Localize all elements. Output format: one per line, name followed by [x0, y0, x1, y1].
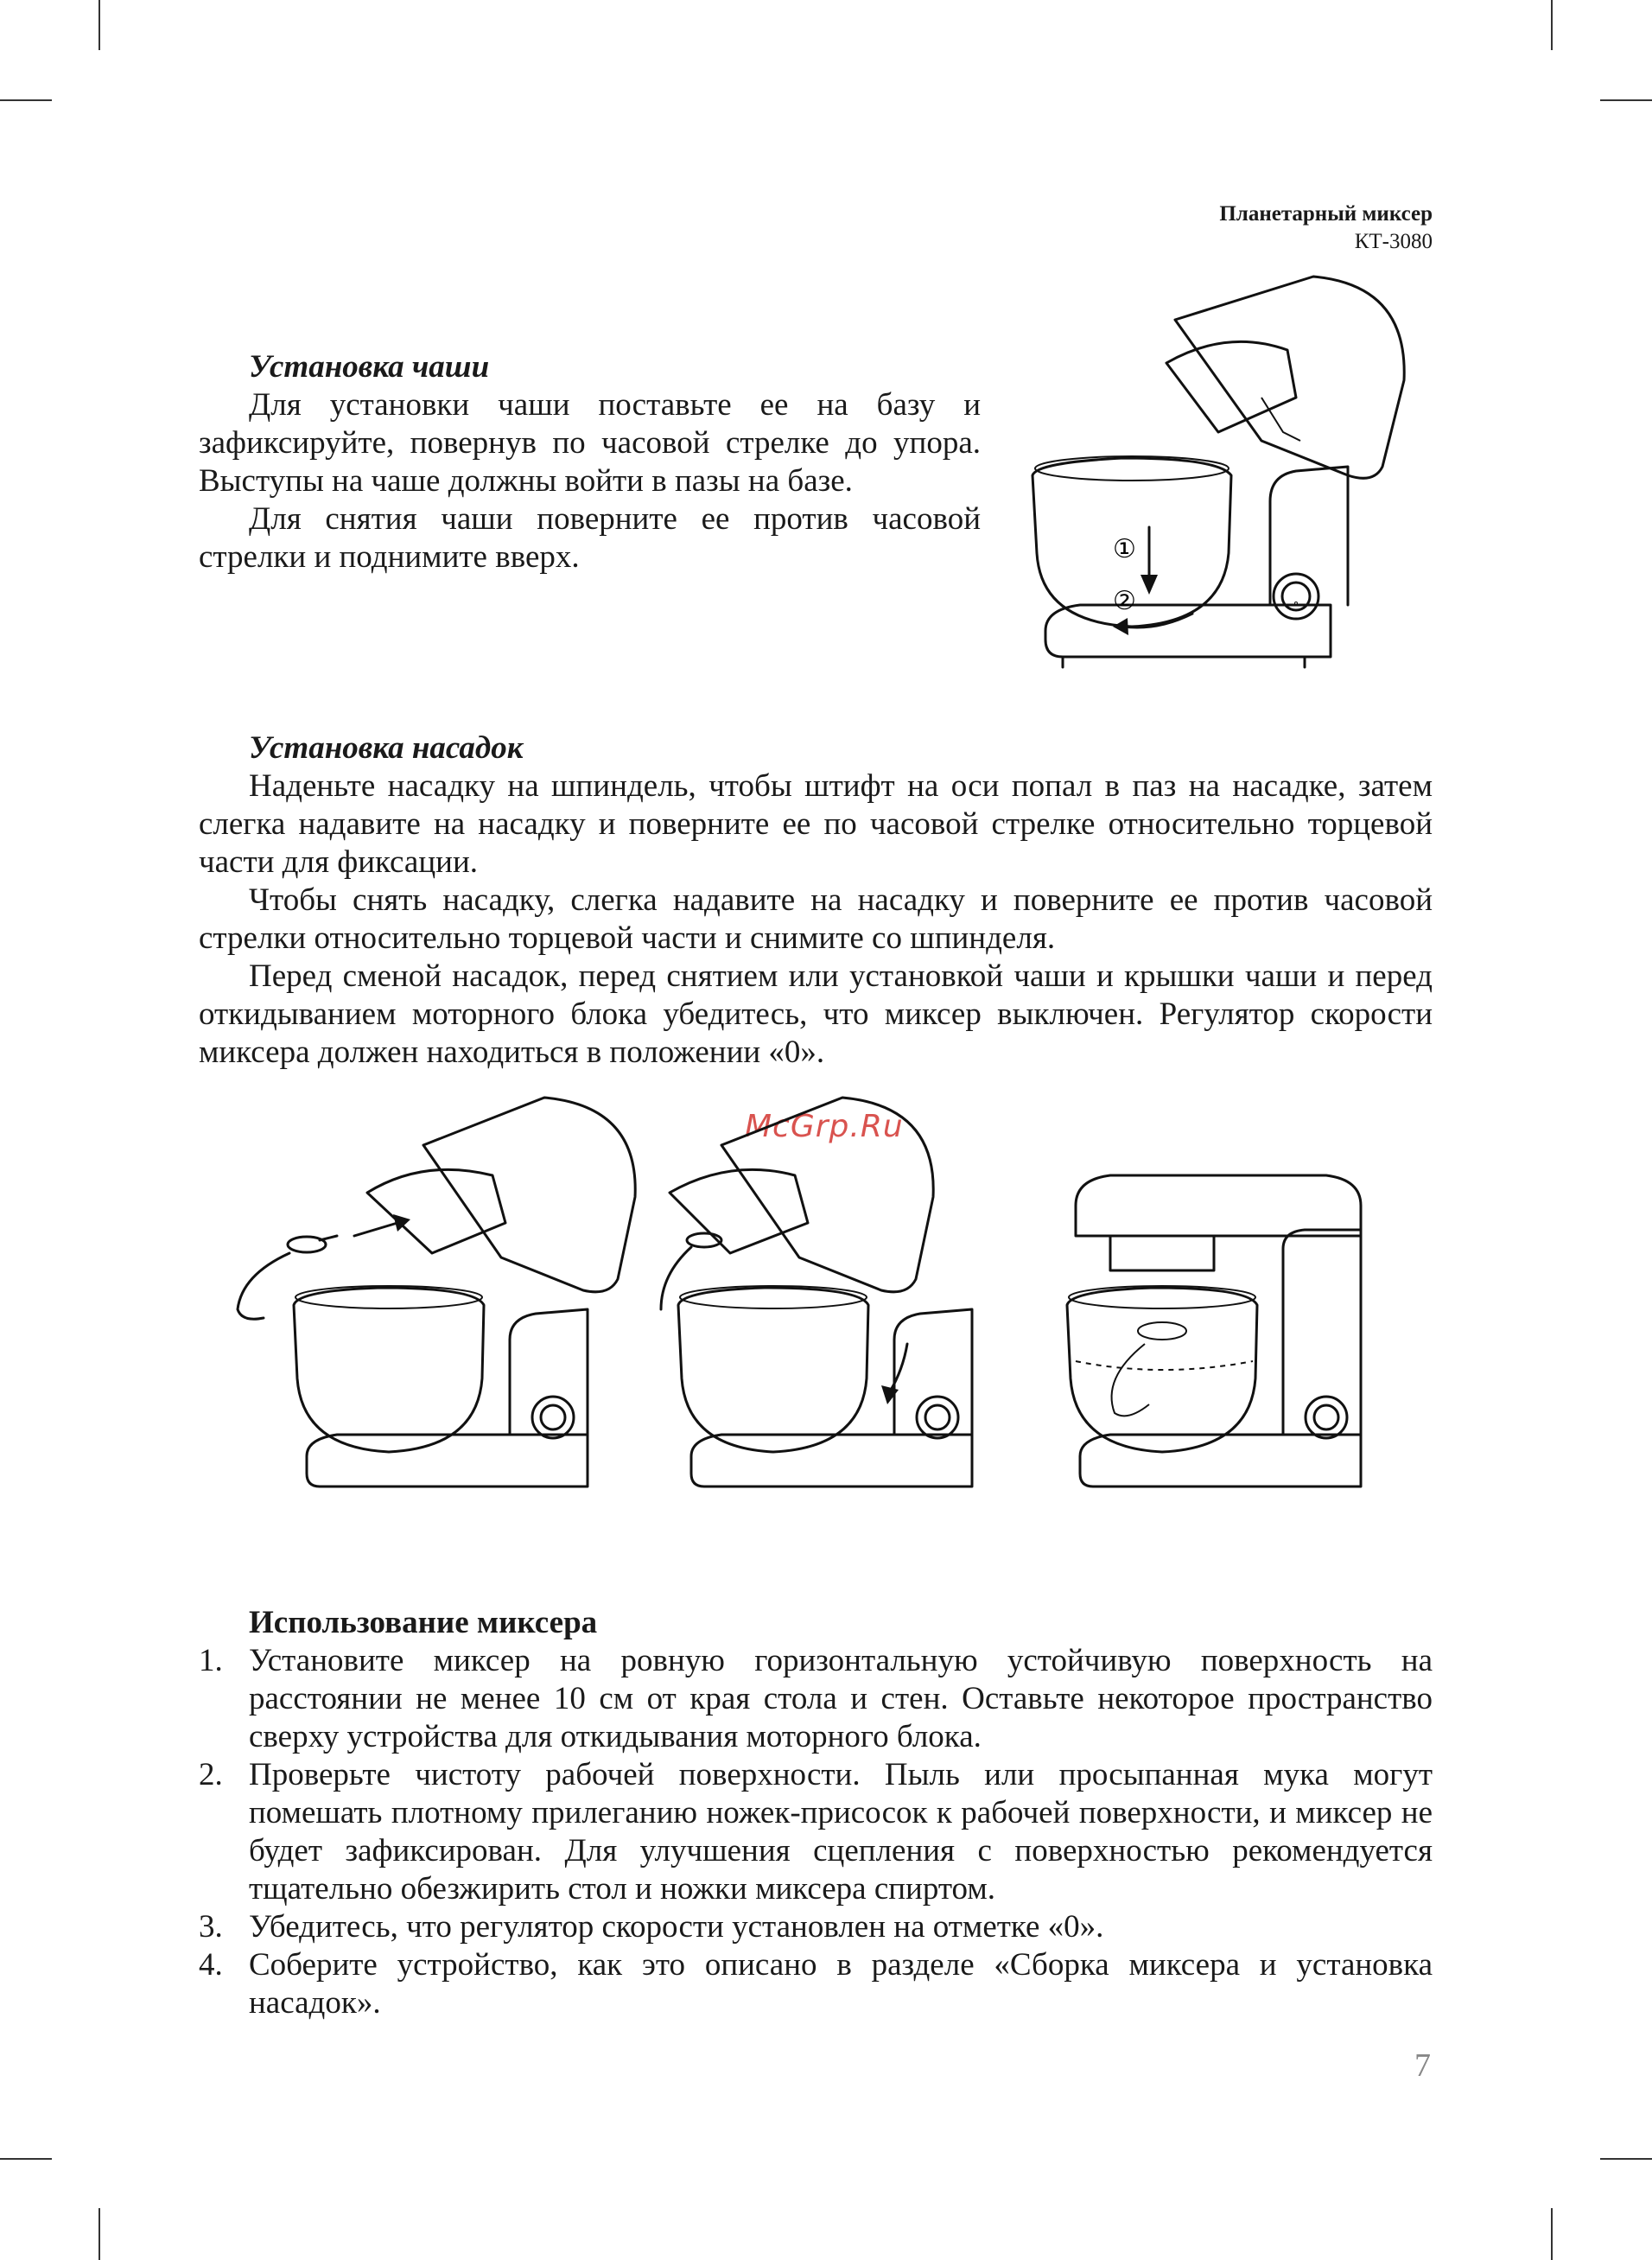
list-item — [199, 1908, 1433, 1946]
step-text: Установите миксер на ровную горизонтальную устойчивую поверхность на расстоянии не менее 10 см от края стола и стен. Оставьте некоторое пространство сверху устройства для откидывания моторного блока. — [249, 1643, 1433, 1754]
paragraph: Для установки чаши поставьте ее на базу и зафиксируйте, повернув по часовой стрелке до упора. Выступы на чаше должны войти в пазы на базе. — [199, 387, 981, 499]
attachments-section — [199, 729, 1433, 1072]
crop-mark — [1600, 2158, 1652, 2160]
section-title: Использование миксера — [249, 1605, 598, 1640]
section-title: Установка чаши — [249, 349, 490, 385]
crop-mark — [1600, 99, 1652, 101]
section-title: Установка насадок — [249, 730, 524, 766]
step-number: 4. — [199, 1947, 223, 1983]
paragraph: Для снятия чаши поверните ее против часовой стрелки и поднимите вверх. — [199, 501, 981, 575]
step-text: Убедитесь, что регулятор скорости установлен на отметке «0». — [249, 1909, 1104, 1945]
watermark: McGrp.Ru — [745, 1109, 904, 1144]
step-text: Проверьте чистоту рабочей поверхности. Пыль или просыпанная мука могут помешать плотному прилеганию ножек-присосок к рабочей поверхности, и миксер не будет зафиксирован. Для улучшения сцепления с поверхностью рекомендуется тщательно обезжирить стол и ножки миксера спиртом. — [249, 1757, 1433, 1907]
step-marker: ① — [1113, 535, 1136, 563]
step-text: Соберите устройство, как это описано в разделе «Сборка миксера и установка насадок». — [249, 1947, 1433, 2021]
bowl-install-illustration — [1002, 268, 1417, 683]
paragraph: Наденьте насадку на шпиндель, чтобы штифт на оси попал в паз на насадке, затем слегка надавите на насадку и поверните ее по часовой стрелке относительно торцевой части для фиксации. — [199, 768, 1433, 880]
crop-mark — [0, 99, 52, 101]
list-item — [199, 1756, 1433, 1908]
step-number: 3. — [199, 1909, 223, 1945]
crop-mark — [0, 2158, 52, 2160]
mixer-step-1 — [238, 1098, 635, 1487]
header-product: Планетарный миксер — [1219, 202, 1433, 226]
page-number: 7 — [1414, 2047, 1431, 2084]
header-model: КТ-3080 — [1354, 230, 1433, 253]
list-item — [199, 1642, 1433, 1756]
page-header — [1219, 201, 1433, 256]
mixer-step-3 — [1067, 1175, 1361, 1487]
attachment-install-illustration — [225, 1093, 1417, 1508]
crop-mark — [98, 2208, 100, 2260]
step-number: 1. — [199, 1643, 223, 1678]
crop-mark — [1551, 2208, 1553, 2260]
crop-mark — [1551, 0, 1553, 50]
list-item — [199, 1946, 1433, 2022]
bowl-section — [199, 348, 981, 576]
mixer-step-2 — [661, 1098, 972, 1487]
step-number: 2. — [199, 1757, 223, 1792]
usage-steps — [199, 1642, 1433, 2022]
paragraph: Чтобы снять насадку, слегка надавите на насадку и поверните ее против часовой стрелки относительно торцевой части и снимите со шпинделя. — [199, 882, 1433, 956]
usage-section — [199, 1604, 1433, 2022]
crop-mark — [98, 0, 100, 50]
step-marker: ② — [1113, 587, 1136, 615]
paragraph: Перед сменой насадок, перед снятием или установкой чаши и крышки чаши и перед откидыванием моторного блока убедитесь, что миксер выключен. Регулятор скорости миксера должен находиться в положении «0». — [199, 958, 1433, 1070]
